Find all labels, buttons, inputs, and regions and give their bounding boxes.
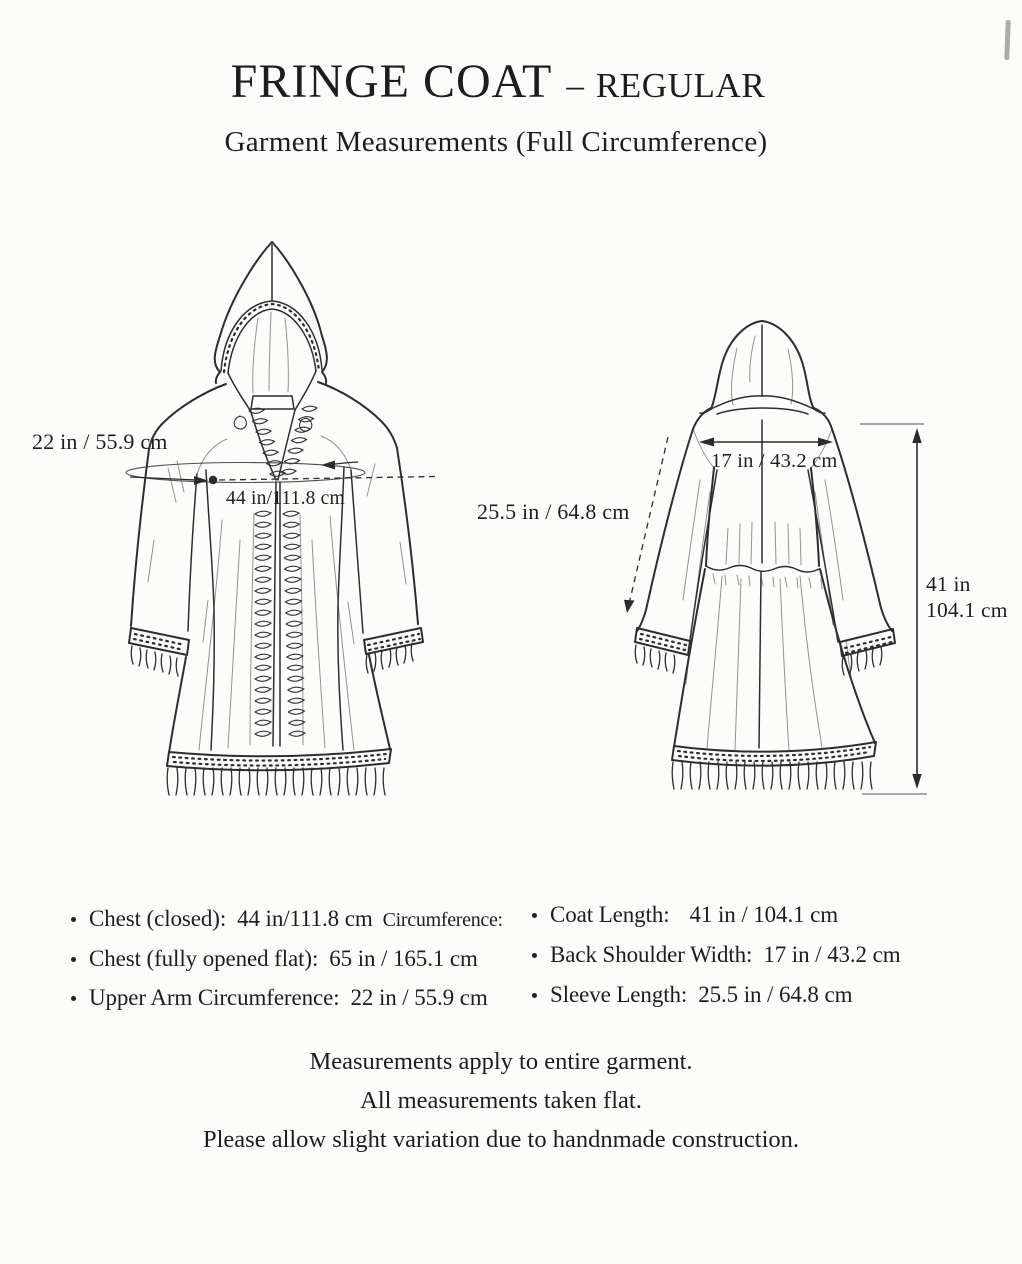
sleeve-arrow-icon xyxy=(624,600,635,613)
chest-reference-dot xyxy=(209,476,217,484)
spec-label: Upper Arm Circumference: xyxy=(89,985,340,1010)
bullet-dot xyxy=(532,953,537,958)
note-line: All measurements taken flat. xyxy=(360,1087,642,1114)
spec-list-right xyxy=(532,902,901,1008)
coat-length-measurement-label xyxy=(926,571,1008,623)
footer-notes xyxy=(0,1048,1002,1165)
spec-list-left xyxy=(71,906,503,1011)
spec-value: 41 in / 104.1 cm xyxy=(689,902,839,927)
spec-item xyxy=(532,942,901,968)
note-line: Please allow slight variation due to handnmade construction. xyxy=(202,1126,800,1153)
shoulder-width-annotation xyxy=(699,438,833,447)
back-view-drawing xyxy=(635,321,895,789)
shoulder-arrow-left-icon xyxy=(699,438,714,447)
spec-value: 44 in/111.8 cm xyxy=(237,906,373,931)
coat-length-cm: 104.1 cm xyxy=(926,598,1008,622)
front-view-drawing xyxy=(129,242,423,795)
sleeve-length-annotation xyxy=(624,437,668,613)
chest-arrow-left-icon xyxy=(321,461,335,470)
length-arrow-down-icon xyxy=(912,774,921,789)
spec-item xyxy=(532,902,901,928)
coat-length-inches: 41 in xyxy=(926,572,971,596)
coat-length-annotation xyxy=(860,424,927,794)
spec-label: Chest (closed): xyxy=(89,906,227,931)
title-variant: REGULAR xyxy=(595,66,766,105)
spec-item xyxy=(532,982,901,1008)
upper-arm-measurement-label: 22 in / 55.9 cm xyxy=(32,429,168,454)
spec-value: 17 in / 43.2 cm xyxy=(763,942,901,967)
spec-item xyxy=(71,985,503,1011)
sleeve-length-measurement-label: 25.5 in / 64.8 cm xyxy=(477,499,630,524)
title-separator: – xyxy=(566,66,584,105)
spec-item xyxy=(71,946,503,972)
page-title xyxy=(0,54,1022,109)
spec-suffix: Circumference: xyxy=(382,909,503,931)
spec-value: 65 in / 165.1 cm xyxy=(329,946,478,971)
spec-label: Back Shoulder Width: xyxy=(550,942,753,967)
spec-label: Coat Length: xyxy=(550,902,670,927)
spec-item xyxy=(71,906,503,933)
bullet-dot xyxy=(71,957,76,962)
bullet-dot xyxy=(532,993,537,998)
spec-label: Sleeve Length: xyxy=(550,982,688,1007)
bullet-dot xyxy=(71,996,76,1001)
shoulder-width-measurement-label: 17 in / 43.2 cm xyxy=(711,450,838,472)
chest-measurement-label: 44 in/111.8 cm xyxy=(226,488,345,509)
spec-value: 25.5 in / 64.8 cm xyxy=(698,982,853,1007)
title-main: FRINGE COAT xyxy=(230,55,553,108)
spec-value: 22 in / 55.9 cm xyxy=(350,985,488,1010)
spec-label: Chest (fully opened flat): xyxy=(89,946,319,971)
bullet-dot xyxy=(71,917,76,922)
length-arrow-up-icon xyxy=(912,428,921,443)
subtitle: Garment Measurements (Full Circumference) xyxy=(224,126,768,158)
note-line: Measurements apply to entire garment. xyxy=(309,1048,693,1075)
bullet-dot xyxy=(532,913,537,918)
